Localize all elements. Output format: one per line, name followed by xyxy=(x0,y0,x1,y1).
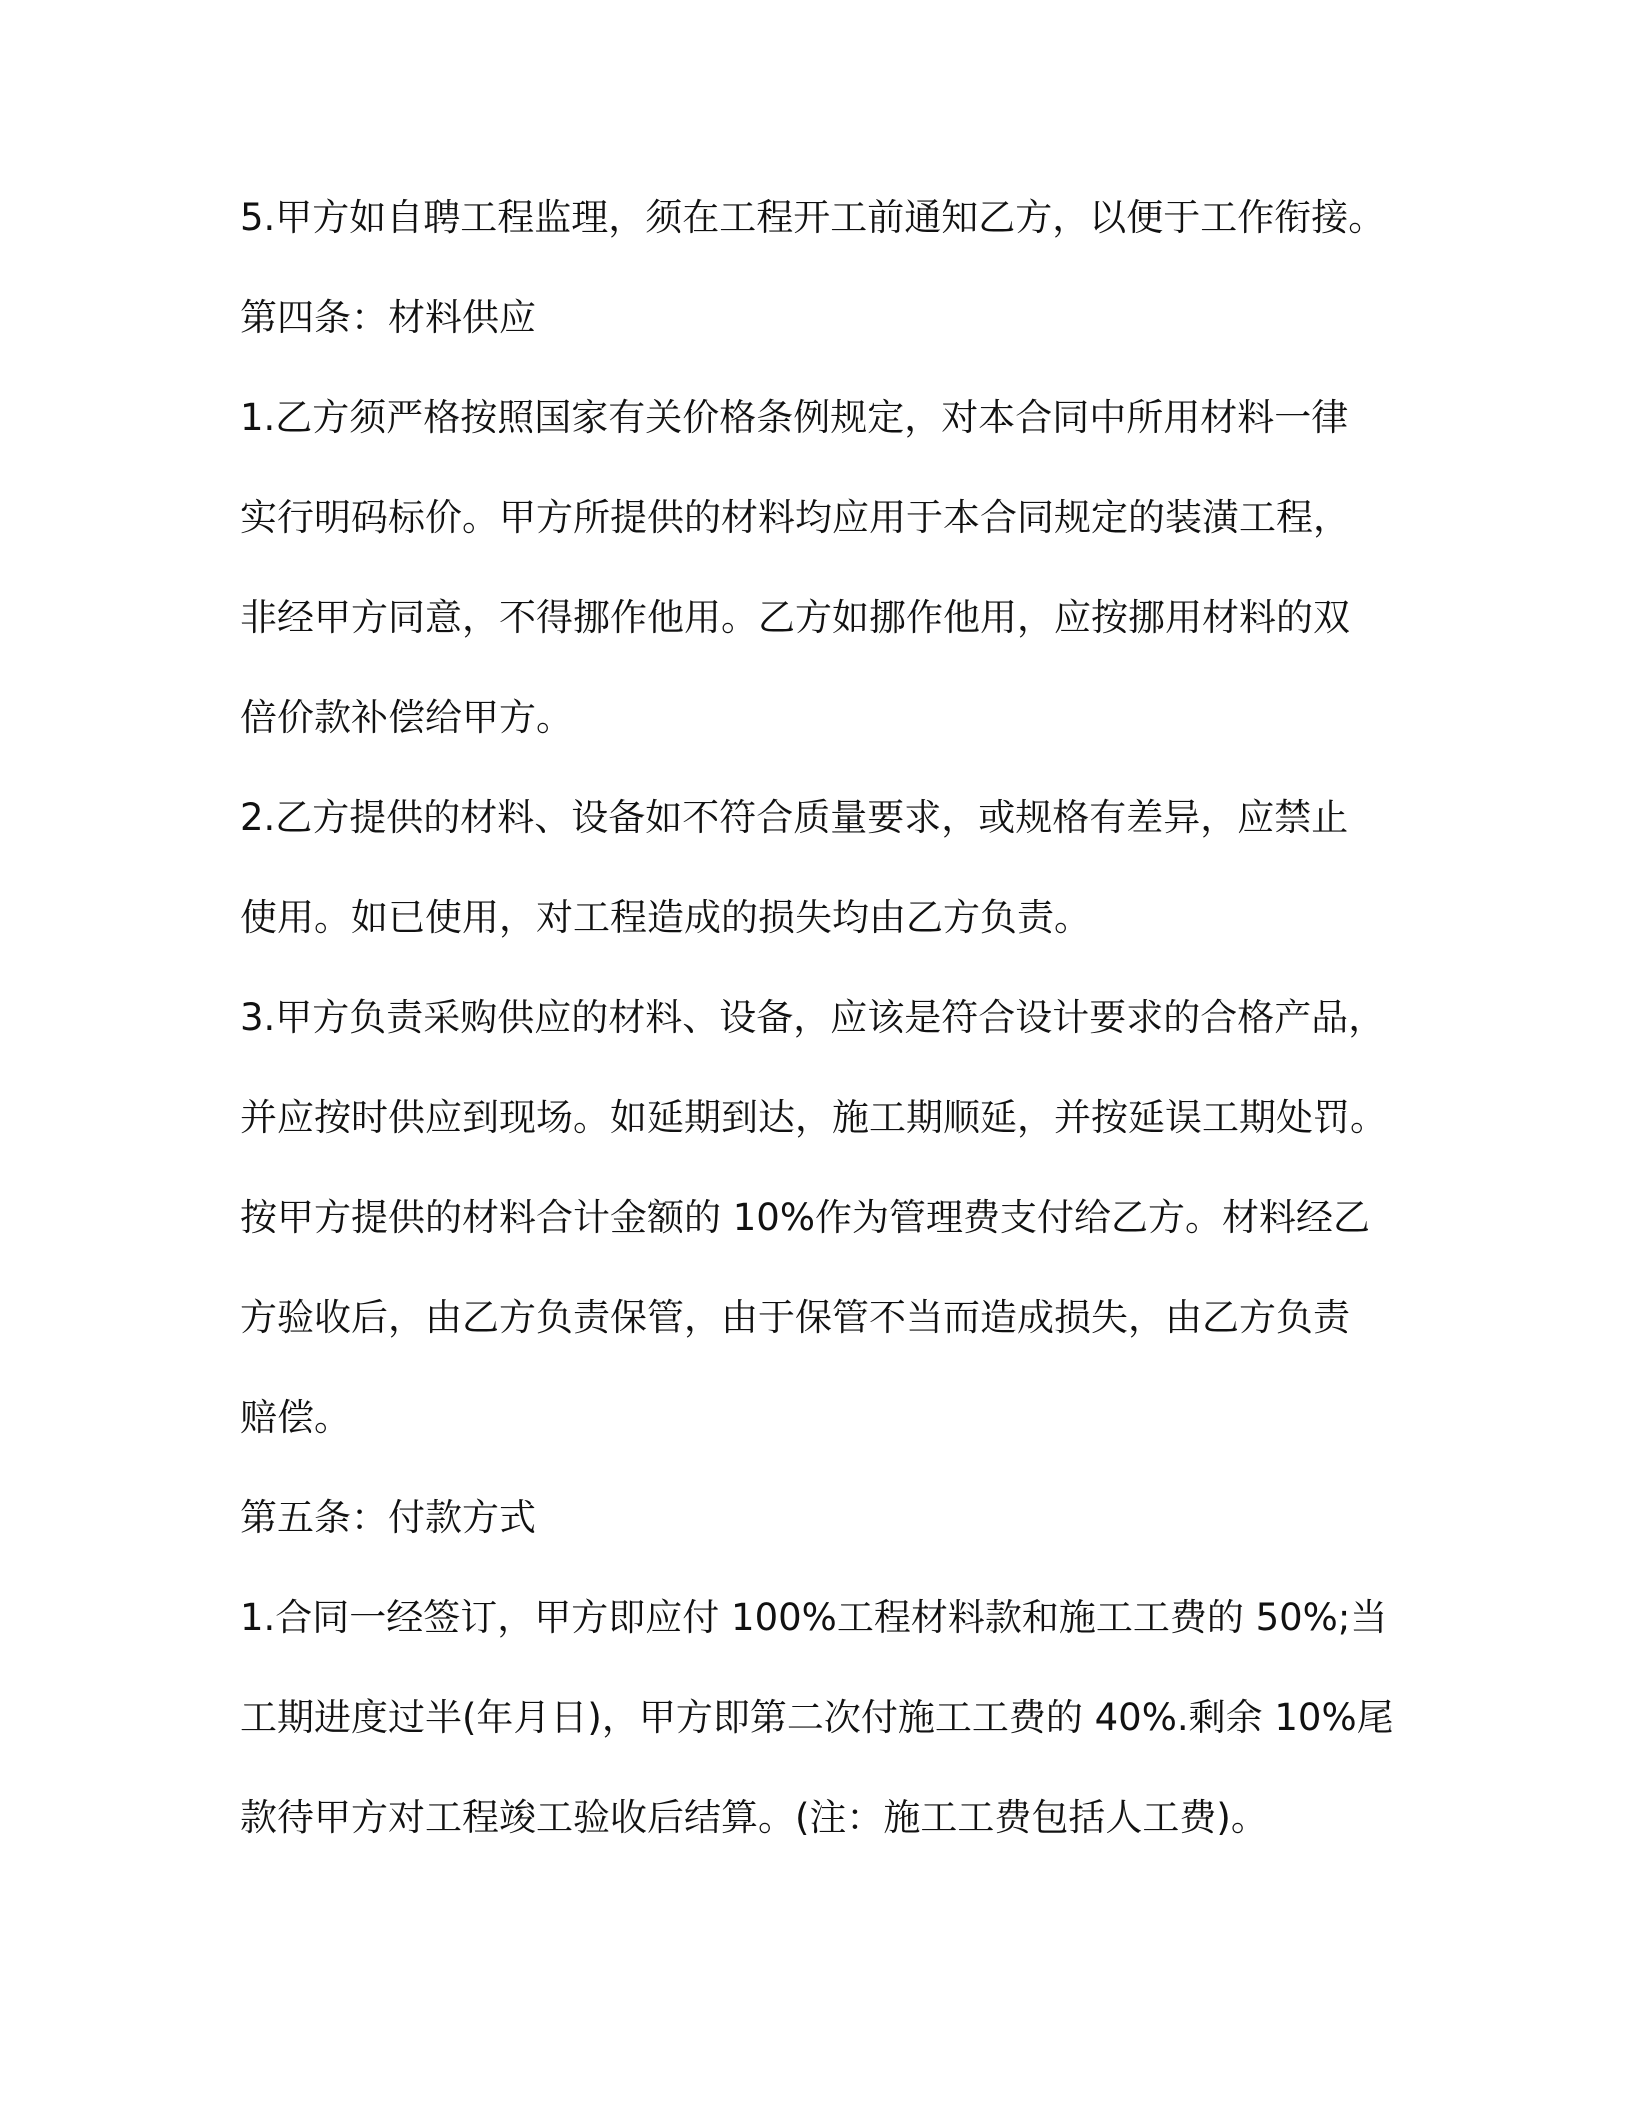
text-line: 工期进度过半(年月日)，甲方即第二次付施工工费的 40%.剩余 10%尾 xyxy=(240,1696,1394,1739)
text-line: 5.甲方如自聘工程监理，须在工程开工前通知乙方，以便于工作衔接。 xyxy=(240,196,1386,239)
section-heading: 第四条：材料供应 xyxy=(240,296,536,339)
text-line: 非经甲方同意，不得挪作他用。乙方如挪作他用，应按挪用材料的双 xyxy=(240,596,1350,639)
text-line: 款待甲方对工程竣工验收后结算。(注：施工工费包括人工费)。 xyxy=(240,1796,1268,1839)
text-line: 方验收后，由乙方负责保管，由于保管不当而造成损失，由乙方负责 xyxy=(240,1296,1350,1339)
text-line: 2.乙方提供的材料、设备如不符合质量要求，或规格有差异，应禁止 xyxy=(240,796,1349,839)
text-line: 实行明码标价。甲方所提供的材料均应用于本合同规定的装潢工程， xyxy=(240,496,1350,539)
text-line: 1.合同一经签订，甲方即应付 100%工程材料款和施工工费的 50%;当 xyxy=(240,1596,1388,1639)
text-line: 倍价款补偿给甲方。 xyxy=(240,696,573,739)
text-line: 使用。如已使用，对工程造成的损失均由乙方负责。 xyxy=(240,896,1091,939)
text-line: 赔偿。 xyxy=(240,1396,351,1439)
text-line: 1.乙方须严格按照国家有关价格条例规定，对本合同中所用材料一律 xyxy=(240,396,1349,439)
text-line: 3.甲方负责采购供应的材料、设备，应该是符合设计要求的合格产品， xyxy=(240,996,1386,1039)
text-line: 并应按时供应到现场。如延期到达，施工期顺延，并按延误工期处罚。 xyxy=(240,1096,1387,1139)
section-heading: 第五条：付款方式 xyxy=(240,1496,536,1539)
text-line: 按甲方提供的材料合计金额的 10%作为管理费支付给乙方。材料经乙 xyxy=(240,1196,1370,1239)
